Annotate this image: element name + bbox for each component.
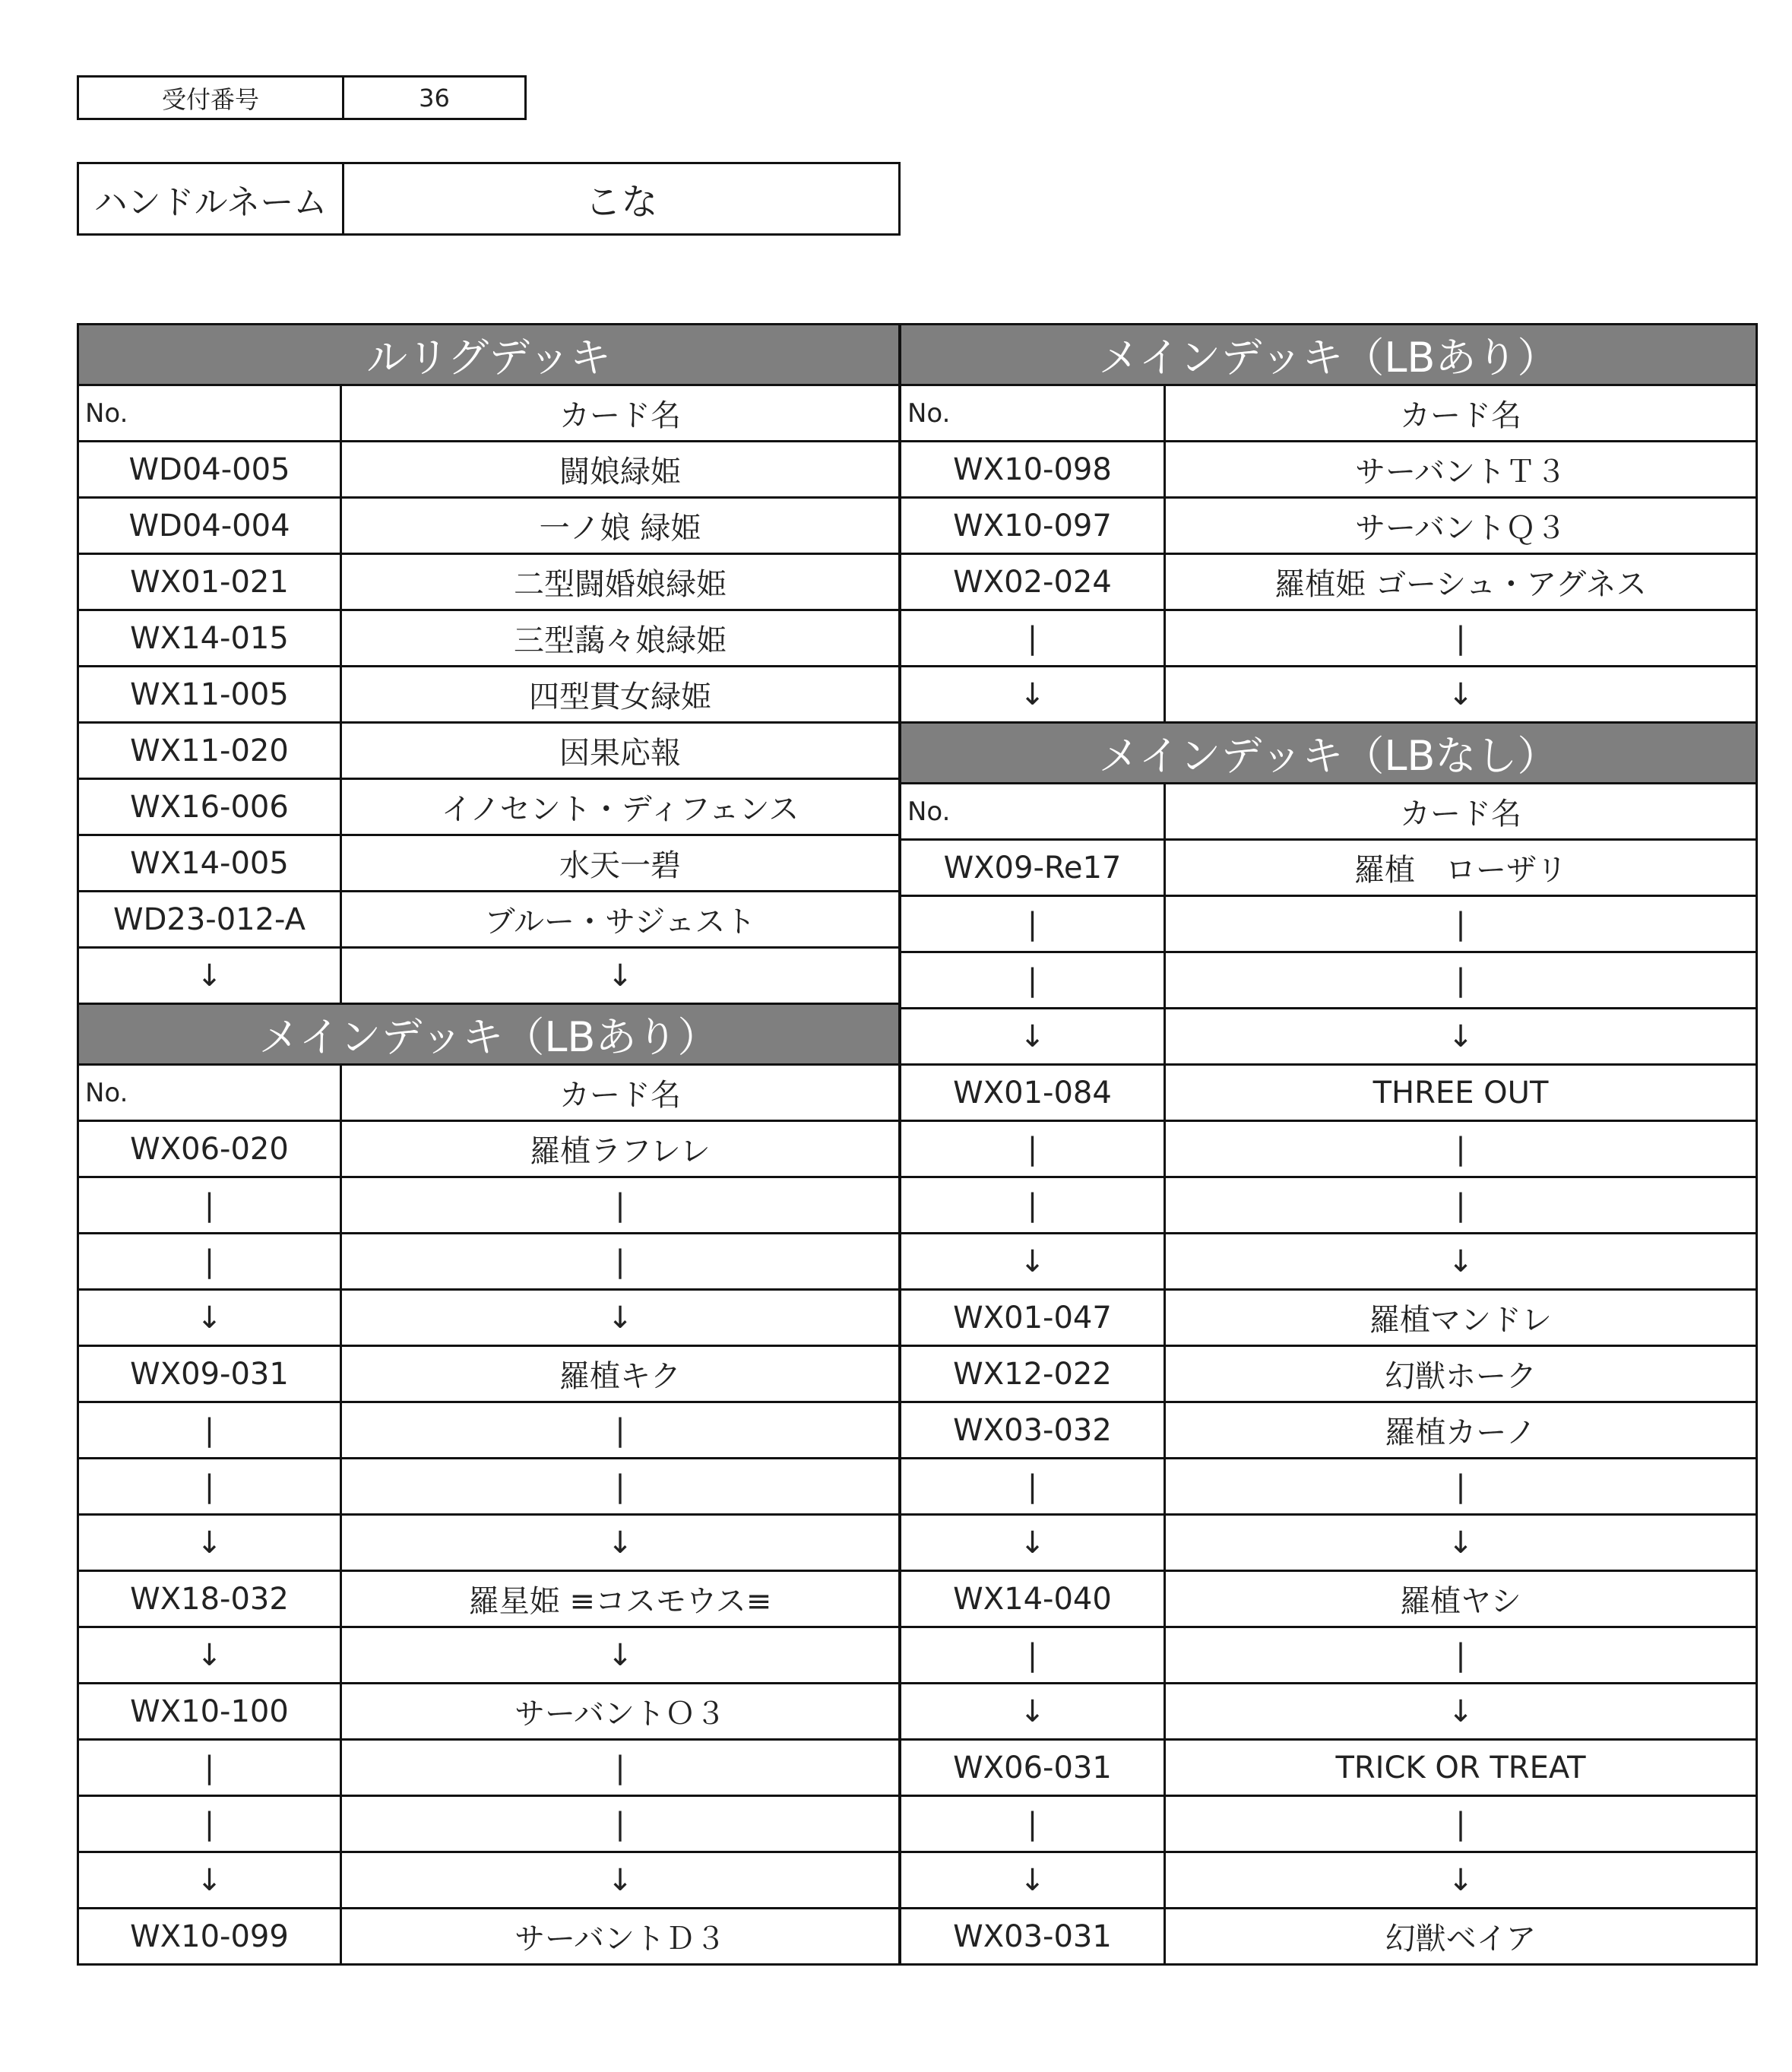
table-row xyxy=(78,1740,900,1796)
table-row xyxy=(901,442,1757,498)
table-row xyxy=(78,1909,900,1965)
card-name: | xyxy=(341,1796,900,1852)
card-name: ↓ xyxy=(341,1515,900,1571)
card-number: | xyxy=(78,1234,341,1290)
table-row xyxy=(78,779,900,835)
table-row xyxy=(78,554,900,610)
card-name: | xyxy=(1165,1121,1757,1177)
card-name: 三型藹々娘緑姫 xyxy=(341,610,900,667)
card-number: WX06-020 xyxy=(78,1121,341,1177)
card-name: 羅星姫 ≡コスモウス≡ xyxy=(341,1571,900,1627)
table-row xyxy=(78,1121,900,1177)
card-number: WD04-005 xyxy=(78,442,341,498)
card-name: イノセント・ディフェンス xyxy=(341,779,900,835)
card-name: THREE OUT xyxy=(1165,1065,1757,1121)
table-row xyxy=(78,835,900,892)
card-number: ↓ xyxy=(78,1515,341,1571)
table-row xyxy=(78,442,900,498)
table-row xyxy=(78,892,900,948)
card-name: | xyxy=(341,1740,900,1796)
section-title: メインデッキ（LBあり） xyxy=(78,1004,900,1065)
card-name: 羅植ラフレレ xyxy=(341,1121,900,1177)
card-name: ↓ xyxy=(1165,1515,1757,1571)
card-name: | xyxy=(341,1234,900,1290)
card-number: | xyxy=(78,1177,341,1234)
column-header-card-name: カード名 xyxy=(1165,784,1757,840)
column-header-row xyxy=(78,385,900,442)
column-header-card-name: カード名 xyxy=(1165,385,1757,442)
card-name: 幻獣ホーク xyxy=(1165,1346,1757,1402)
card-name: 水天一碧 xyxy=(341,835,900,892)
column-header-card-name: カード名 xyxy=(341,385,900,442)
card-number: WX10-100 xyxy=(78,1684,341,1740)
section-title-row xyxy=(901,723,1757,784)
table-row xyxy=(78,1234,900,1290)
card-name: ↓ xyxy=(341,1852,900,1909)
table-row xyxy=(901,1571,1757,1627)
card-name: 羅植キク xyxy=(341,1346,900,1402)
section-title: メインデッキ（LBあり） xyxy=(901,325,1757,385)
card-number: | xyxy=(78,1402,341,1459)
table-row xyxy=(901,1402,1757,1459)
card-number: WX11-020 xyxy=(78,723,341,779)
table-row xyxy=(78,1177,900,1234)
card-name: 羅植ヤシ xyxy=(1165,1571,1757,1627)
section-title-row xyxy=(78,325,900,385)
card-number: WX14-040 xyxy=(901,1571,1165,1627)
column-header-row xyxy=(901,385,1757,442)
card-name: ↓ xyxy=(1165,1009,1757,1065)
table-row xyxy=(78,1684,900,1740)
handle-name-label: ハンドルネーム xyxy=(93,182,328,222)
card-number: WX14-005 xyxy=(78,835,341,892)
card-number: WX01-021 xyxy=(78,554,341,610)
card-name: サーバントＱ３ xyxy=(1165,498,1757,554)
card-name: | xyxy=(341,1177,900,1234)
card-name: サーバントＯ３ xyxy=(341,1684,900,1740)
card-number: WX10-099 xyxy=(78,1909,341,1965)
card-number: | xyxy=(901,1177,1165,1234)
right-deck-table xyxy=(899,323,1758,1966)
card-number: | xyxy=(78,1459,341,1515)
card-name: ↓ xyxy=(1165,1852,1757,1909)
card-number: WX18-032 xyxy=(78,1571,341,1627)
card-number: WX01-047 xyxy=(901,1290,1165,1346)
section-title: ルリグデッキ xyxy=(78,325,900,385)
card-name: 羅植 ローザリ xyxy=(1165,840,1757,896)
card-name: | xyxy=(341,1459,900,1515)
table-row xyxy=(901,1684,1757,1740)
card-number: WX11-005 xyxy=(78,667,341,723)
table-row xyxy=(78,1796,900,1852)
table-row xyxy=(78,1459,900,1515)
card-number: WX06-031 xyxy=(901,1740,1165,1796)
card-name: 因果応報 xyxy=(341,723,900,779)
table-row xyxy=(901,554,1757,610)
card-name: サーバントＤ３ xyxy=(341,1909,900,1965)
table-row xyxy=(78,610,900,667)
card-number: WX01-084 xyxy=(901,1065,1165,1121)
table-row xyxy=(78,1627,900,1684)
table-row xyxy=(78,1290,900,1346)
card-number: ↓ xyxy=(78,948,341,1004)
table-row xyxy=(901,1009,1757,1065)
table-row xyxy=(901,498,1757,554)
table-row xyxy=(901,1346,1757,1402)
table-row xyxy=(901,610,1757,667)
table-row xyxy=(901,1796,1757,1852)
table-row xyxy=(901,1515,1757,1571)
card-name: TRICK OR TREAT xyxy=(1165,1740,1757,1796)
card-name: | xyxy=(341,1402,900,1459)
card-number: | xyxy=(901,952,1165,1009)
card-number: ↓ xyxy=(901,667,1165,723)
card-number: WX10-098 xyxy=(901,442,1165,498)
card-number: WX12-022 xyxy=(901,1346,1165,1402)
table-row xyxy=(78,1571,900,1627)
card-name: 幻獣ベイア xyxy=(1165,1909,1757,1965)
table-row xyxy=(901,1852,1757,1909)
table-row xyxy=(78,1852,900,1909)
card-name: ↓ xyxy=(341,1290,900,1346)
card-name: ↓ xyxy=(1165,667,1757,723)
card-number: ↓ xyxy=(901,1515,1165,1571)
column-header-no: No. xyxy=(78,1065,341,1121)
section-title-row xyxy=(78,1004,900,1065)
card-name: | xyxy=(1165,610,1757,667)
card-name: 羅植姫 ゴーシュ・アグネス xyxy=(1165,554,1757,610)
card-name: 羅植カーノ xyxy=(1165,1402,1757,1459)
table-row xyxy=(901,1459,1757,1515)
card-number: WX16-006 xyxy=(78,779,341,835)
receipt-number-value: 36 xyxy=(342,78,524,118)
card-number: WX14-015 xyxy=(78,610,341,667)
card-name: 四型貫女緑姫 xyxy=(341,667,900,723)
table-row xyxy=(901,1065,1757,1121)
card-name: サーバントＴ３ xyxy=(1165,442,1757,498)
column-header-row xyxy=(901,784,1757,840)
handle-name-value: こな xyxy=(342,164,898,233)
card-number: | xyxy=(78,1796,341,1852)
card-name: | xyxy=(1165,1177,1757,1234)
handle-name-box xyxy=(77,162,901,236)
column-header-no: No. xyxy=(901,385,1165,442)
table-row xyxy=(78,723,900,779)
card-number: WX03-031 xyxy=(901,1909,1165,1965)
table-row xyxy=(901,1177,1757,1234)
card-number: | xyxy=(78,1740,341,1796)
card-name: 一ノ娘 緑姫 xyxy=(341,498,900,554)
table-row xyxy=(901,1290,1757,1346)
card-name: 二型闘婚娘緑姫 xyxy=(341,554,900,610)
left-deck-table xyxy=(77,323,901,1966)
table-row xyxy=(901,1909,1757,1965)
table-row xyxy=(78,498,900,554)
card-number: WX10-097 xyxy=(901,498,1165,554)
card-number: WD04-004 xyxy=(78,498,341,554)
table-row xyxy=(901,840,1757,896)
receipt-number-box xyxy=(77,75,527,120)
card-number: ↓ xyxy=(78,1627,341,1684)
card-number: ↓ xyxy=(901,1684,1165,1740)
column-header-no: No. xyxy=(901,784,1165,840)
card-number: WX09-Re17 xyxy=(901,840,1165,896)
table-row xyxy=(78,1515,900,1571)
card-number: ↓ xyxy=(901,1009,1165,1065)
card-number: WX02-024 xyxy=(901,554,1165,610)
table-row xyxy=(901,1740,1757,1796)
card-number: WD23-012-A xyxy=(78,892,341,948)
section-title-row xyxy=(901,325,1757,385)
card-number: ↓ xyxy=(78,1290,341,1346)
card-name: | xyxy=(1165,1796,1757,1852)
card-name: ↓ xyxy=(341,948,900,1004)
table-row xyxy=(901,1234,1757,1290)
table-row xyxy=(78,667,900,723)
column-header-row xyxy=(78,1065,900,1121)
card-name: ↓ xyxy=(1165,1234,1757,1290)
column-header-card-name: カード名 xyxy=(341,1065,900,1121)
card-name: | xyxy=(1165,896,1757,952)
card-name: | xyxy=(1165,952,1757,1009)
column-header-no: No. xyxy=(78,385,341,442)
card-number: ↓ xyxy=(901,1234,1165,1290)
card-number: ↓ xyxy=(78,1852,341,1909)
card-number: WX09-031 xyxy=(78,1346,341,1402)
card-number: | xyxy=(901,610,1165,667)
table-row xyxy=(78,1346,900,1402)
card-number: | xyxy=(901,1459,1165,1515)
card-number: | xyxy=(901,1121,1165,1177)
receipt-number-label: 受付番号 xyxy=(161,84,259,114)
table-row xyxy=(901,1627,1757,1684)
table-row xyxy=(78,1402,900,1459)
table-row xyxy=(901,896,1757,952)
card-number: | xyxy=(901,1627,1165,1684)
card-name: ↓ xyxy=(341,1627,900,1684)
card-name: 闘娘緑姫 xyxy=(341,442,900,498)
table-row xyxy=(901,1121,1757,1177)
table-row xyxy=(78,948,900,1004)
card-name: 羅植マンドレ xyxy=(1165,1290,1757,1346)
card-number: WX03-032 xyxy=(901,1402,1165,1459)
card-name: ブルー・サジェスト xyxy=(341,892,900,948)
table-row xyxy=(901,667,1757,723)
card-number: | xyxy=(901,896,1165,952)
card-number: | xyxy=(901,1796,1165,1852)
table-row xyxy=(901,952,1757,1009)
card-number: ↓ xyxy=(901,1852,1165,1909)
card-name: ↓ xyxy=(1165,1684,1757,1740)
card-name: | xyxy=(1165,1459,1757,1515)
section-title: メインデッキ（LBなし） xyxy=(901,723,1757,784)
card-name: | xyxy=(1165,1627,1757,1684)
